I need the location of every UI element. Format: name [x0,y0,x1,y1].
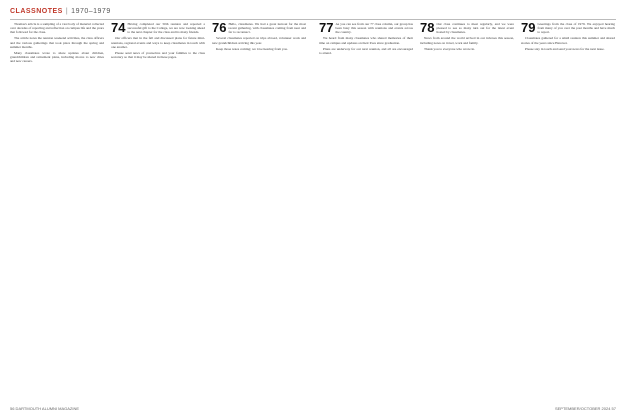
section-header: CLASSNOTES | 1970–1979 [10,8,111,15]
paragraph: Please send news of yourselves and your families to the class secretary so that it may be shared in these pages. [111,50,205,60]
class-year-numeral: 74 [111,22,126,35]
column-1 [10,22,104,404]
column-4 [319,22,413,404]
footer-right: SEPTEMBER/OCTOBER 2024 57 [554,406,616,411]
header-title: CLASSNOTES [10,8,63,15]
paragraph: The article notes the reunion weekend activities, the class officers and the various gatherings that took place through the spring and summer months. [10,36,104,49]
paragraph: Please stay in touch and send your news for the next issue. [525,46,605,51]
page-footer [10,406,616,414]
column-5 [420,22,514,404]
paragraph: 79 Greetings from the class of 1979. We enjoyed hearing from many of you over the past months and have much to report. [521,22,615,35]
paragraph: 77 As you can see from our 77 class column, our group has been busy this season with reunions and events across the country. [319,22,413,35]
column-2 [111,22,205,404]
header-rule [10,19,616,20]
column-3 [212,22,306,404]
paragraph: Many classmates wrote to share updates about children, grandchildren and retirement plans, including moves to new cities and new careers. [10,50,104,64]
paragraph: Our officers met in the fall and discussed plans for future mini-reunions, regional events and ways to keep classmates in touch with one another. [111,36,205,49]
paragraph: Several classmates reported on trips abroad, volunteer work and new grandchildren arriving this year. [212,36,306,45]
paragraph: 78 Our class continues to meet regularly, and we were pleased to see so many turn out for the latest event hosted by classmates. [420,22,514,35]
class-year-numeral: 76 [212,22,227,35]
column-6 [521,22,615,404]
class-year-numeral: 79 [521,22,536,35]
paragraph: 74 Having completed our 50th reunion and reported a successful gift to the College, we are now looking ahead to the next chapter for the class and its many friends. [111,22,205,35]
paragraph: Plans are underway for our next reunion, and all are encouraged to attend. [319,46,413,55]
paragraph: Classmates gathered for a small reunion this summer and shared stories of the years since Hanover. [521,36,615,45]
class-year-numeral: 77 [319,22,334,35]
class-year-numeral: 78 [420,22,435,35]
footer-left: 56 DARTMOUTH ALUMNI MAGAZINE [10,406,80,411]
paragraph: 76 Hello, classmates. We had a great turnout for the most recent gathering, with classmates coming from near and far to reconnect. [212,22,306,35]
paragraph: News from around the world arrived in our inboxes this season, including notes on travel, work and family. [420,36,514,45]
paragraph: Keep those notes coming; we love hearing from you. [216,46,288,51]
paragraph: We heard from many classmates who shared memories of their time on campus and updates on their lives since graduation. [319,36,413,45]
header-years: 1970–1979 [71,8,111,15]
paragraph: Thank you to everyone who wrote in. [424,46,475,51]
paragraph: Thomas's article is a sampling of a vast body of material collected over decades of reporting and reflection on campus life and the years that followed for the class. [10,22,104,35]
